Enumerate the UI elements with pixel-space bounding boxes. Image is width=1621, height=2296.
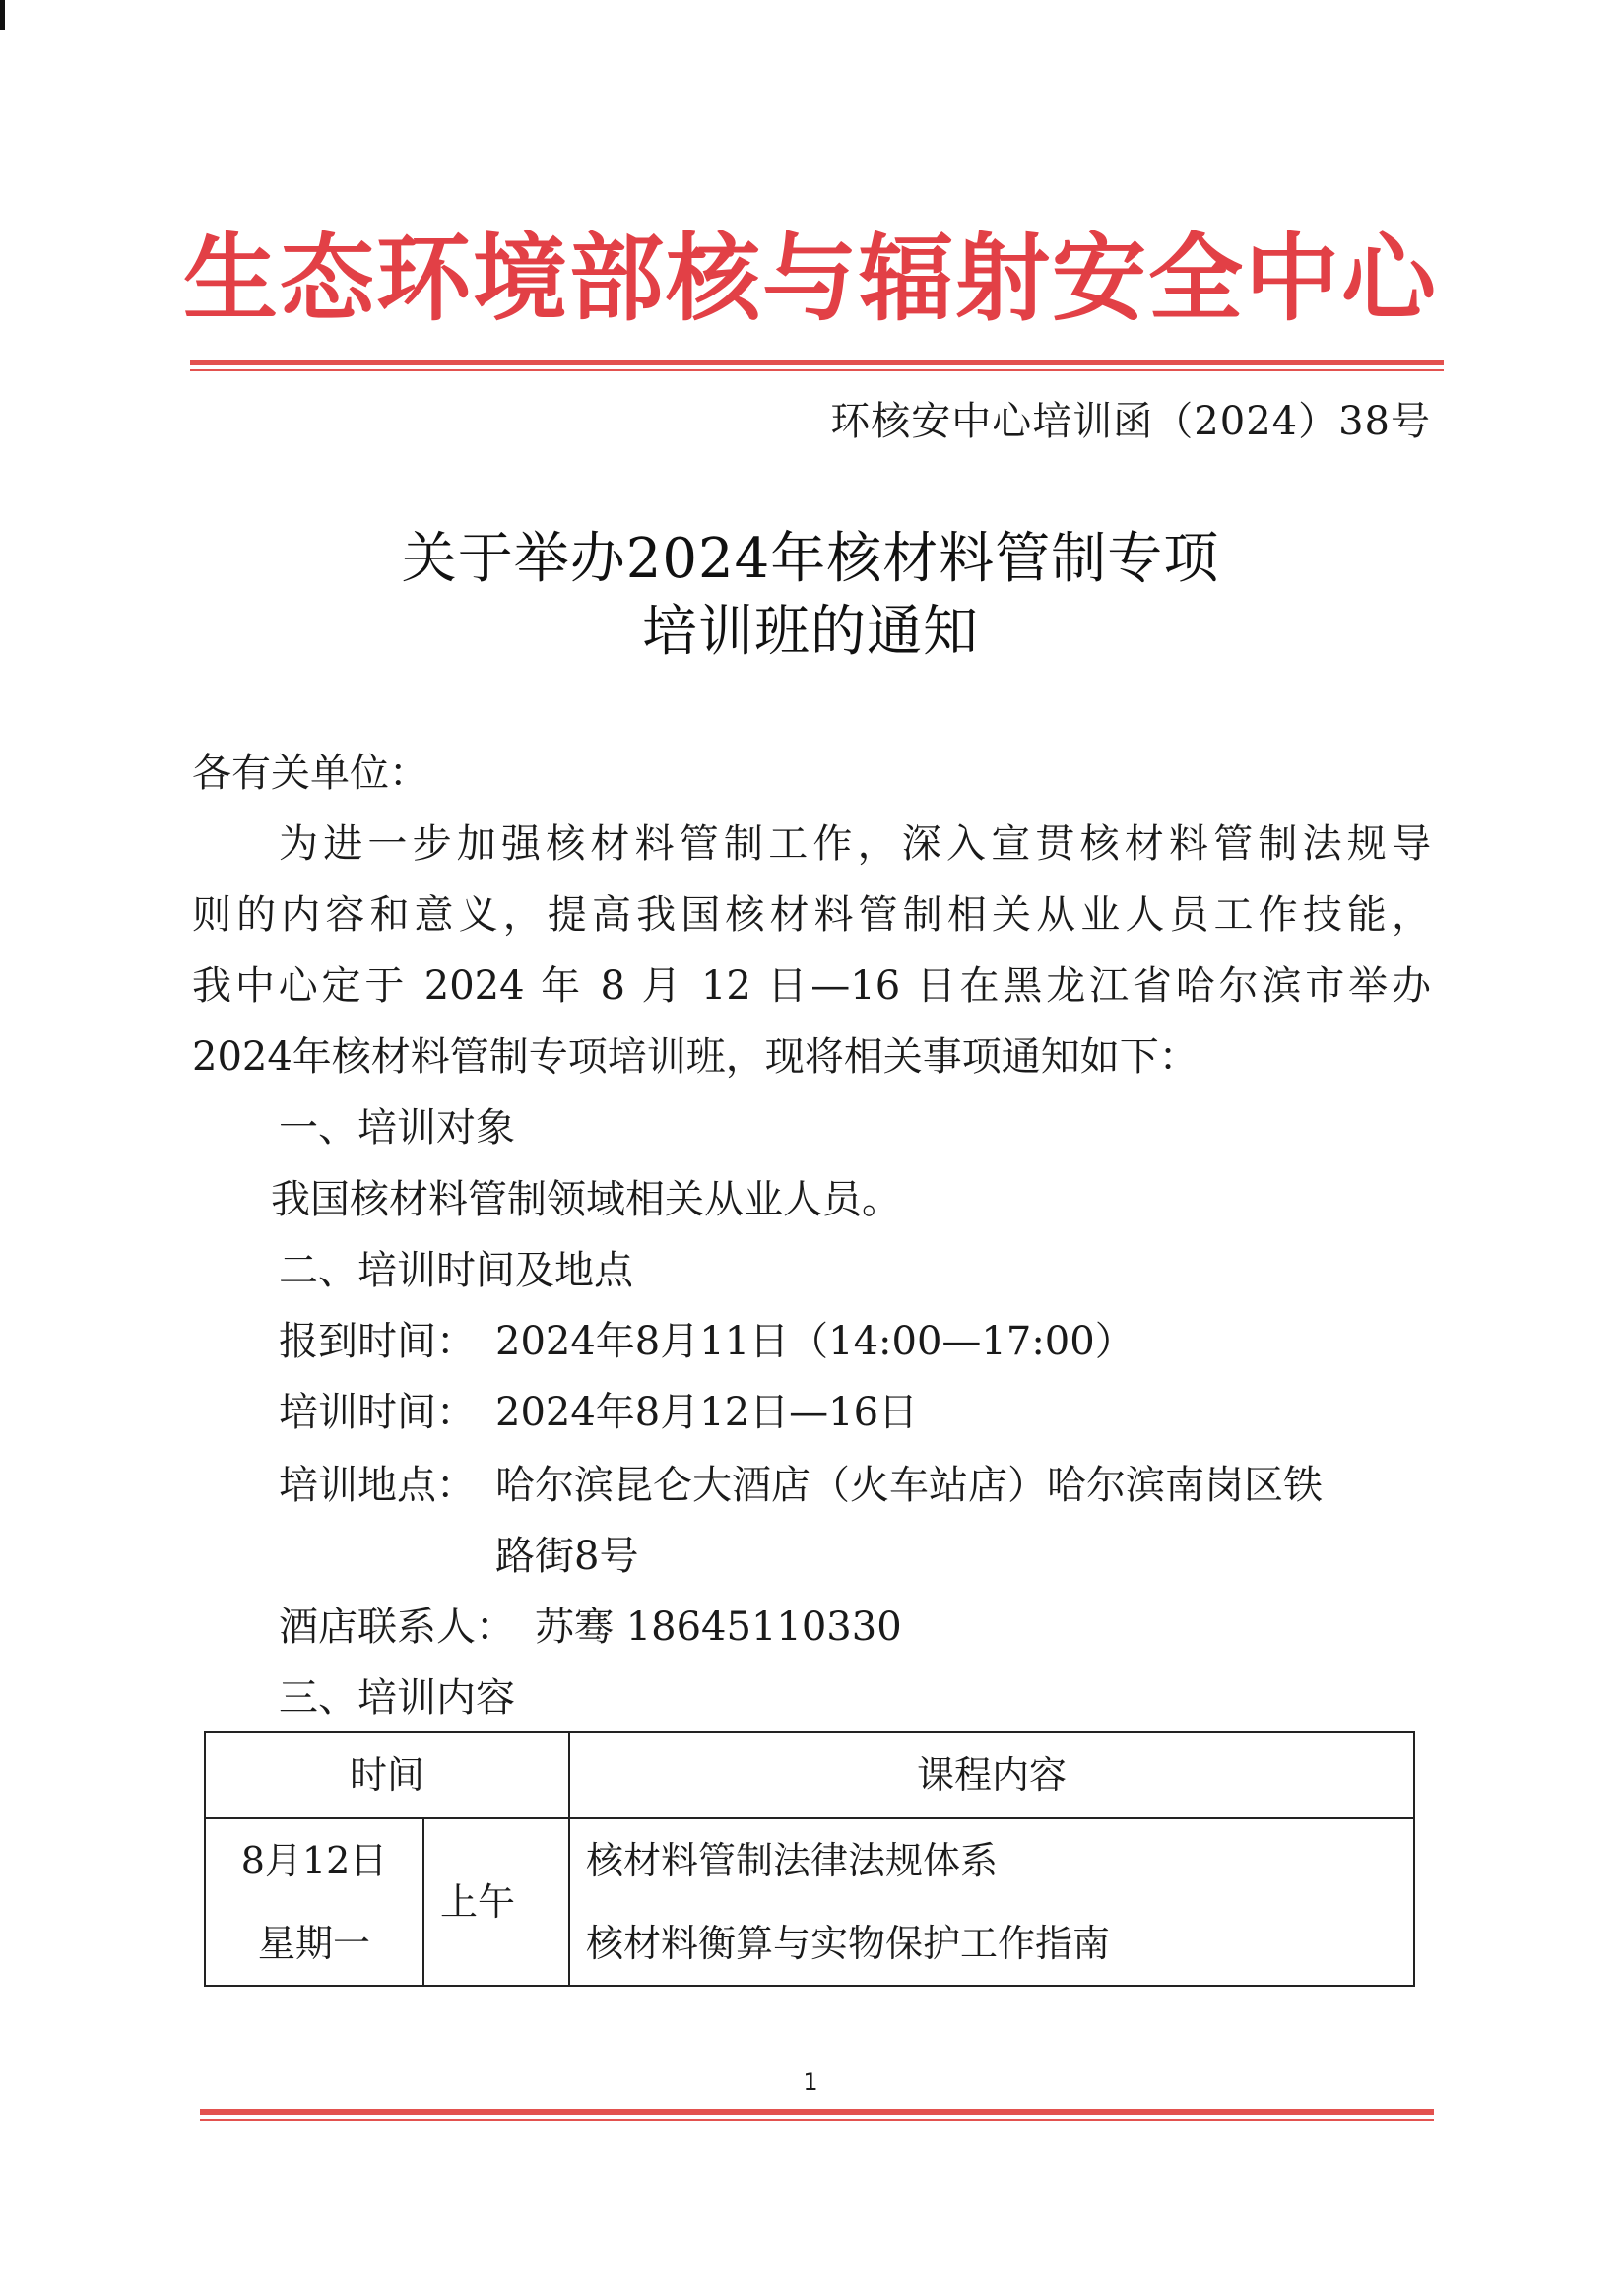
hotel-contact-value: 苏骞 18645110330 — [535, 1605, 902, 1650]
schedule-date-cell — [205, 1818, 423, 1986]
schedule-period: 上午 — [423, 1818, 569, 1986]
intro-line-2: 则的内容和意义，提高我国核材料管制相关从业人员工作技能， — [192, 892, 1431, 938]
footer-red-rule-thick — [200, 2109, 1434, 2115]
document-title-line1: 关于举办2024年核材料管制专项 — [401, 527, 1220, 591]
section2-heading: 二、培训时间及地点 — [279, 1248, 633, 1293]
section1-text: 我国核材料管制领域相关从业人员。 — [271, 1177, 901, 1222]
training-time-value: 2024年8月12日—16日 — [495, 1390, 919, 1435]
training-venue-value: 哈尔滨昆仑大酒店（火车站店）哈尔滨南岗区铁 — [495, 1463, 1323, 1508]
footer-red-rule-thin — [200, 2119, 1434, 2121]
table-header-row — [205, 1732, 1414, 1818]
section1-heading: 一、培训对象 — [279, 1105, 515, 1150]
document-title-line2: 培训班的通知 — [642, 600, 979, 664]
header-red-rule-thick — [190, 360, 1444, 365]
hotel-contact-label: 酒店联系人： — [279, 1605, 515, 1650]
document-number: 环核安中心培训函（2024）38号 — [830, 399, 1431, 444]
schedule-date: 8月12日 — [240, 1839, 388, 1882]
schedule-course-2: 核材料衡算与实物保护工作指南 — [569, 1902, 1414, 1986]
checkin-time-label: 报到时间： — [279, 1319, 476, 1364]
org-header: 生态环境部核与辐射安全中心 — [183, 224, 1438, 334]
checkin-time-value: 2024年8月11日（14:00—17:00） — [495, 1319, 1135, 1364]
page-number: 1 — [803, 2068, 818, 2096]
table-row — [205, 1818, 1414, 1902]
header-red-rule-thin — [190, 369, 1444, 371]
table-header-course: 课程内容 — [569, 1732, 1414, 1818]
training-venue-value-cont: 路街8号 — [495, 1534, 639, 1579]
training-venue-label: 培训地点： — [279, 1463, 476, 1508]
intro-line-4: 2024年核材料管制专项培训班，现将相关事项通知如下： — [192, 1034, 1199, 1080]
intro-line-3: 我中心定于 2024 年 8 月 12 日—16 日在黑龙江省哈尔滨市举办 — [192, 963, 1431, 1009]
table-header-time: 时间 — [205, 1732, 569, 1818]
salutation: 各有关单位： — [192, 751, 428, 796]
training-schedule-table — [204, 1731, 1415, 1987]
intro-line-1: 为进一步加强核材料管制工作，深入宣贯核材料管制法规导 — [279, 821, 1431, 867]
schedule-course-1: 核材料管制法律法规体系 — [569, 1818, 1414, 1902]
scan-edge-mark — [0, 0, 5, 30]
schedule-weekday: 星期一 — [257, 1922, 370, 1965]
training-time-label: 培训时间： — [279, 1390, 476, 1435]
section3-heading: 三、培训内容 — [279, 1675, 515, 1721]
